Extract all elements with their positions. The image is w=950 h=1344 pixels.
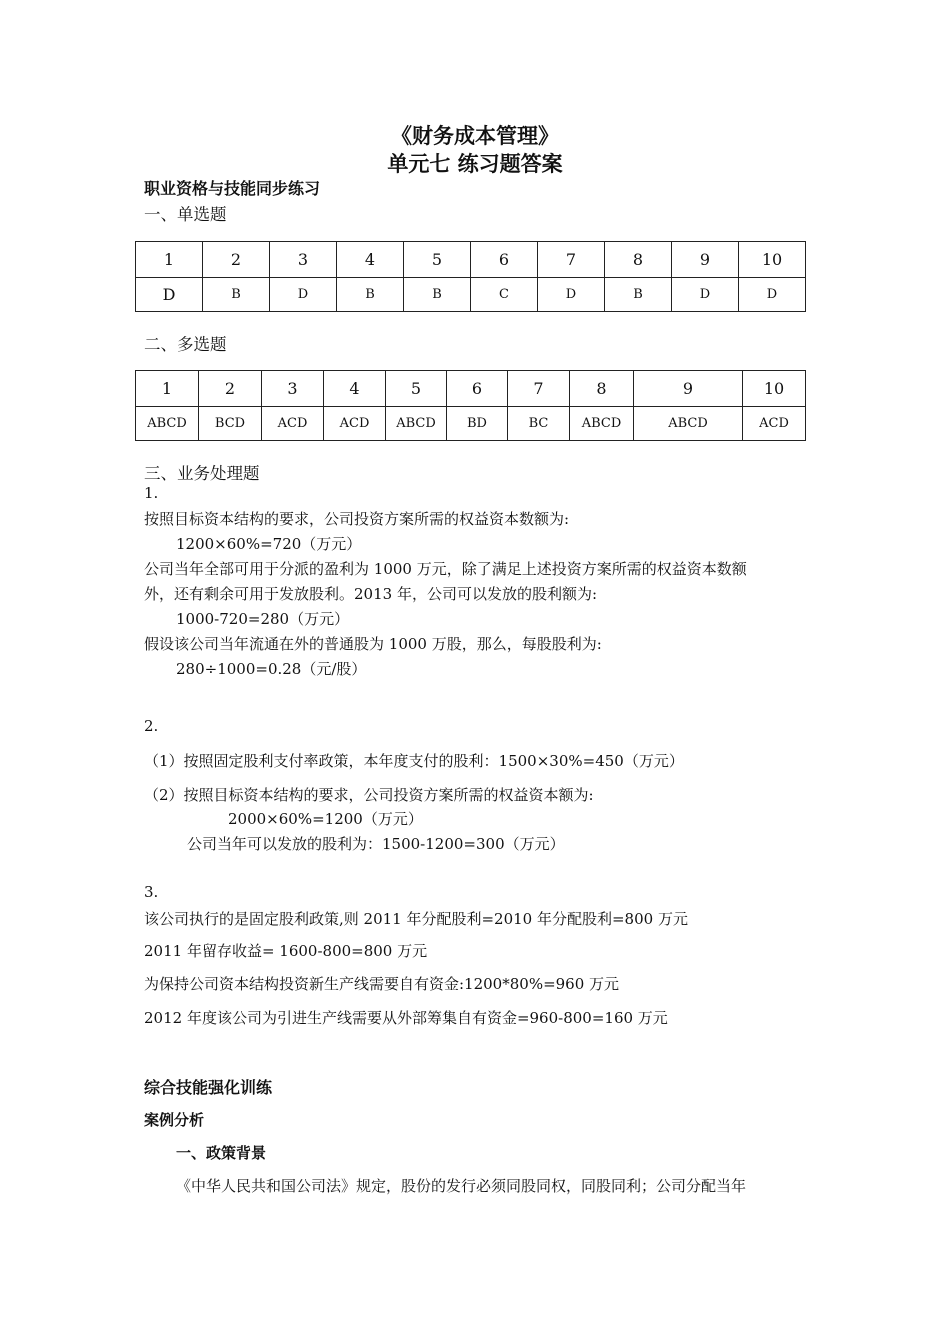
table-cell: 4 [337,242,404,278]
table-cell: 7 [508,371,570,407]
table-cell: ACD [324,407,386,441]
table-cell: D [739,278,806,312]
multi-choice-heading: 二、多选题 [144,335,227,354]
table-cell: ABCD [136,407,199,441]
q3-line: 2012 年度该公司为引进生产线需要从外部筹集自有资金=960-800=160 万元 [144,1009,668,1027]
q3-line: 2011 年留存收益= 1600-800=800 万元 [144,942,428,960]
multi-choice-table [135,370,806,441]
q2-line: （2）按照目标资本结构的要求，公司投资方案所需的权益资本额为: [144,786,594,804]
table-cell: B [404,278,471,312]
table-cell: 8 [570,371,634,407]
table-cell: 8 [605,242,672,278]
q1-line: 按照目标资本结构的要求，公司投资方案所需的权益资本数额为: [144,510,570,528]
q3-line: 为保持公司资本结构投资新生产线需要自有资金:1200*80%=960 万元 [144,975,620,993]
table-cell: 1 [136,371,199,407]
table-cell: 5 [404,242,471,278]
table-cell: 9 [634,371,743,407]
table-cell: B [203,278,270,312]
table-cell: 3 [262,371,324,407]
q3-line: 该公司执行的是固定股利政策,则 2011 年分配股利=2010 年分配股利=800 万元 [144,910,688,928]
doc-subtitle: 单元七 练习题答案 [387,152,563,176]
table-cell: 2 [203,242,270,278]
q1-line: 1200×60%=720（万元） [176,535,362,553]
table-cell: 6 [447,371,508,407]
case-heading: 案例分析 [144,1111,205,1129]
single-choice-table [135,241,806,312]
table-cell: 10 [739,242,806,278]
q2-number: 2. [144,717,159,735]
q1-line: 1000-720=280（万元） [176,610,350,628]
table-cell: D [136,278,203,312]
q1-number: 1. [144,484,159,502]
table-cell: BC [508,407,570,441]
table-cell: 3 [270,242,337,278]
table-cell: B [337,278,404,312]
doc-title: 《财务成本管理》 [391,124,559,148]
single-choice-heading: 一、单选题 [144,205,227,224]
q1-line: 280÷1000=0.28（元/股） [176,660,367,678]
q2-line: 2000×60%=1200（万元） [228,810,423,828]
section-heading-practice: 职业资格与技能同步练习 [144,179,321,198]
table-cell: 6 [471,242,538,278]
q3-number: 3. [144,883,159,901]
table-cell: 2 [199,371,262,407]
table-cell: D [672,278,739,312]
q2-line: （1）按照固定股利支付率政策，本年度支付的股利：1500×30%=450（万元） [144,752,684,770]
table-cell: D [538,278,605,312]
q1-line: 假设该公司当年流通在外的普通股为 1000 万股，那么，每股股利为: [144,635,602,653]
table-cell: C [471,278,538,312]
table-cell: 4 [324,371,386,407]
table-cell: 1 [136,242,203,278]
table-cell: BCD [199,407,262,441]
table-cell: ACD [262,407,324,441]
q1-line: 公司当年全部可用于分派的盈利为 1000 万元，除了满足上述投资方案所需的权益资本数额 [144,560,747,578]
table-cell: D [270,278,337,312]
table-cell: 10 [743,371,806,407]
table-cell: 7 [538,242,605,278]
q1-line: 外，还有剩余可用于发放股利。2013 年，公司可以发放的股利额为: [144,585,597,603]
table-cell: B [605,278,672,312]
q2-line: 公司当年可以发放的股利为：1500-1200=300（万元） [187,835,565,853]
table-cell: 9 [672,242,739,278]
table-cell: 5 [386,371,447,407]
table-cell: BD [447,407,508,441]
policy-heading: 一、政策背景 [176,1144,267,1162]
business-heading: 三、业务处理题 [144,464,260,483]
table-cell: ACD [743,407,806,441]
table-cell: ABCD [386,407,447,441]
policy-text: 《中华人民共和国公司法》规定，股份的发行必须同股同权，同股同利；公司分配当年 [176,1177,747,1195]
table-cell: ABCD [570,407,634,441]
table-cell: ABCD [634,407,743,441]
section-heading-training: 综合技能强化训练 [144,1078,273,1097]
